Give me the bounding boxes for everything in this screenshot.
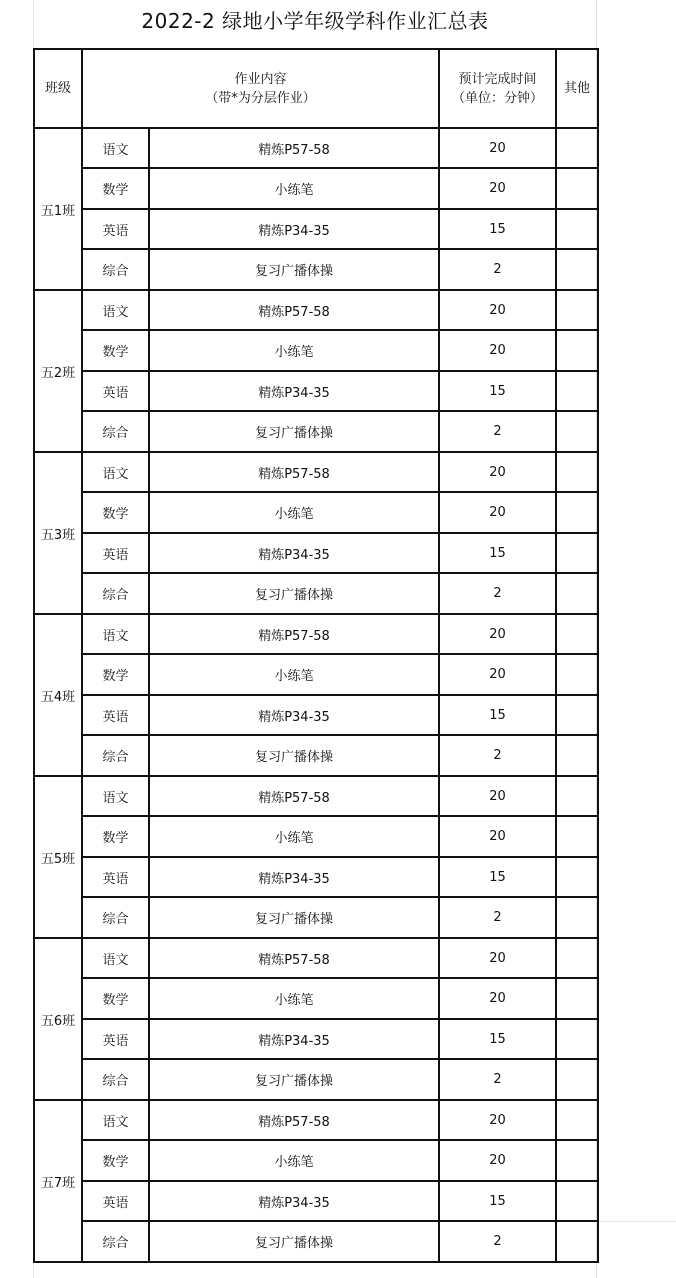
minutes-cell: 15: [439, 695, 556, 735]
subject-cell: 语文: [82, 452, 149, 492]
class-name-cell: 五2班: [34, 290, 82, 452]
minutes-cell: 15: [439, 371, 556, 411]
minutes-cell: 15: [439, 209, 556, 249]
content-cell: 精炼P34-35: [149, 1181, 439, 1221]
other-cell: [556, 816, 598, 857]
table-row: [34, 1100, 598, 1140]
content-cell: 精炼P57-58: [149, 614, 439, 654]
other-cell: [556, 411, 598, 452]
document-title: 2022-2 绿地小学年级学科作业汇总表: [141, 9, 489, 33]
minutes-cell: 20: [439, 938, 556, 978]
subject-cell: 综合: [82, 573, 149, 614]
homework-summary-table: [33, 48, 599, 1263]
table-row: [34, 249, 598, 290]
table-row: [34, 857, 598, 897]
subject-cell: 数学: [82, 816, 149, 857]
other-cell: [556, 573, 598, 614]
subject-cell: 综合: [82, 1059, 149, 1100]
content-cell: 精炼P57-58: [149, 290, 439, 330]
minutes-cell: 2: [439, 411, 556, 452]
subject-cell: 英语: [82, 695, 149, 735]
content-cell: 小练笔: [149, 1140, 439, 1181]
minutes-cell: 20: [439, 1140, 556, 1181]
subject-cell: 英语: [82, 1181, 149, 1221]
class-name-cell: 五6班: [34, 938, 82, 1100]
header-content: [82, 49, 439, 128]
subject-cell: 英语: [82, 1019, 149, 1059]
table-row: [34, 735, 598, 776]
minutes-cell: 15: [439, 857, 556, 897]
table-row: [34, 128, 598, 168]
content-cell: 精炼P57-58: [149, 938, 439, 978]
header-time-line2: （单位：分钟）: [452, 90, 544, 106]
other-cell: [556, 1019, 598, 1059]
table-row: [34, 897, 598, 938]
table-row: [34, 573, 598, 614]
minutes-cell: 20: [439, 654, 556, 695]
minutes-cell: 15: [439, 1181, 556, 1221]
content-cell: 精炼P34-35: [149, 1019, 439, 1059]
table-row: [34, 1019, 598, 1059]
other-cell: [556, 1059, 598, 1100]
minutes-cell: 2: [439, 249, 556, 290]
subject-cell: 英语: [82, 371, 149, 411]
content-cell: 精炼P57-58: [149, 776, 439, 816]
content-cell: 小练笔: [149, 654, 439, 695]
subject-cell: 综合: [82, 249, 149, 290]
minutes-cell: 20: [439, 492, 556, 533]
class-name-cell: 五5班: [34, 776, 82, 938]
subject-cell: 英语: [82, 857, 149, 897]
table-row: [34, 290, 598, 330]
other-cell: [556, 857, 598, 897]
subject-cell: 综合: [82, 897, 149, 938]
minutes-cell: 20: [439, 816, 556, 857]
content-cell: 小练笔: [149, 816, 439, 857]
content-cell: 小练笔: [149, 492, 439, 533]
table-row: [34, 1181, 598, 1221]
content-cell: 复习广播体操: [149, 573, 439, 614]
other-cell: [556, 371, 598, 411]
table-row: [34, 411, 598, 452]
content-cell: 精炼P34-35: [149, 695, 439, 735]
minutes-cell: 20: [439, 978, 556, 1019]
table-row: [34, 371, 598, 411]
subject-cell: 语文: [82, 128, 149, 168]
table-row: [34, 168, 598, 209]
header-time-line1: 预计完成时间: [458, 71, 537, 87]
minutes-cell: 20: [439, 776, 556, 816]
minutes-cell: 2: [439, 735, 556, 776]
minutes-cell: 15: [439, 533, 556, 573]
other-cell: [556, 654, 598, 695]
other-cell: [556, 978, 598, 1019]
minutes-cell: 20: [439, 128, 556, 168]
subject-cell: 综合: [82, 735, 149, 776]
subject-cell: 语文: [82, 776, 149, 816]
table-body: [34, 49, 598, 1262]
subject-cell: 英语: [82, 209, 149, 249]
page-edge-divider: [599, 1221, 676, 1222]
minutes-cell: 20: [439, 452, 556, 492]
table-row: [34, 533, 598, 573]
content-cell: 小练笔: [149, 330, 439, 371]
content-cell: 精炼P34-35: [149, 857, 439, 897]
other-cell: [556, 1100, 598, 1140]
minutes-cell: 15: [439, 1019, 556, 1059]
header-class: 班级: [34, 49, 82, 128]
content-cell: 复习广播体操: [149, 411, 439, 452]
header-content-line2: （带*为分层作业）: [205, 90, 316, 106]
subject-cell: 数学: [82, 492, 149, 533]
subject-cell: 综合: [82, 411, 149, 452]
header-content-line1: 作业内容: [234, 71, 287, 87]
table-row: [34, 938, 598, 978]
subject-cell: 综合: [82, 1221, 149, 1262]
subject-cell: 数学: [82, 978, 149, 1019]
subject-cell: 语文: [82, 938, 149, 978]
content-cell: 小练笔: [149, 168, 439, 209]
table-row: [34, 695, 598, 735]
content-cell: 精炼P34-35: [149, 371, 439, 411]
other-cell: [556, 209, 598, 249]
other-cell: [556, 492, 598, 533]
other-cell: [556, 452, 598, 492]
subject-cell: 语文: [82, 614, 149, 654]
other-cell: [556, 533, 598, 573]
table-row: [34, 492, 598, 533]
table-row: [34, 330, 598, 371]
minutes-cell: 20: [439, 1100, 556, 1140]
other-cell: [556, 1221, 598, 1262]
minutes-cell: 20: [439, 290, 556, 330]
minutes-cell: 20: [439, 168, 556, 209]
content-cell: 复习广播体操: [149, 897, 439, 938]
subject-cell: 数学: [82, 654, 149, 695]
other-cell: [556, 938, 598, 978]
content-cell: 复习广播体操: [149, 1221, 439, 1262]
subject-cell: 英语: [82, 533, 149, 573]
other-cell: [556, 249, 598, 290]
other-cell: [556, 695, 598, 735]
content-cell: 复习广播体操: [149, 249, 439, 290]
content-cell: 精炼P57-58: [149, 1100, 439, 1140]
class-name-cell: 五3班: [34, 452, 82, 614]
table-row: [34, 1221, 598, 1262]
minutes-cell: 2: [439, 573, 556, 614]
header-other: 其他: [556, 49, 598, 128]
content-cell: 复习广播体操: [149, 735, 439, 776]
table-row: [34, 776, 598, 816]
table-row: [34, 978, 598, 1019]
table-row: [34, 614, 598, 654]
table-row: [34, 654, 598, 695]
content-cell: 精炼P34-35: [149, 209, 439, 249]
header-time: [439, 49, 556, 128]
other-cell: [556, 1181, 598, 1221]
other-cell: [556, 290, 598, 330]
other-cell: [556, 168, 598, 209]
class-name-cell: 五7班: [34, 1100, 82, 1262]
table-row: [34, 209, 598, 249]
subject-cell: 语文: [82, 1100, 149, 1140]
other-cell: [556, 897, 598, 938]
table-row: [34, 816, 598, 857]
other-cell: [556, 330, 598, 371]
other-cell: [556, 776, 598, 816]
table-row: [34, 1059, 598, 1100]
minutes-cell: 20: [439, 330, 556, 371]
subject-cell: 语文: [82, 290, 149, 330]
table-row: [34, 1140, 598, 1181]
subject-cell: 数学: [82, 168, 149, 209]
class-name-cell: 五4班: [34, 614, 82, 776]
minutes-cell: 2: [439, 897, 556, 938]
content-cell: 复习广播体操: [149, 1059, 439, 1100]
minutes-cell: 2: [439, 1221, 556, 1262]
minutes-cell: 2: [439, 1059, 556, 1100]
other-cell: [556, 1140, 598, 1181]
table-row: [34, 452, 598, 492]
other-cell: [556, 735, 598, 776]
content-cell: 小练笔: [149, 978, 439, 1019]
content-cell: 精炼P34-35: [149, 533, 439, 573]
content-cell: 精炼P57-58: [149, 452, 439, 492]
subject-cell: 数学: [82, 330, 149, 371]
other-cell: [556, 128, 598, 168]
class-name-cell: 五1班: [34, 128, 82, 290]
minutes-cell: 20: [439, 614, 556, 654]
subject-cell: 数学: [82, 1140, 149, 1181]
header-row: [34, 49, 598, 128]
other-cell: [556, 614, 598, 654]
content-cell: 精炼P57-58: [149, 128, 439, 168]
